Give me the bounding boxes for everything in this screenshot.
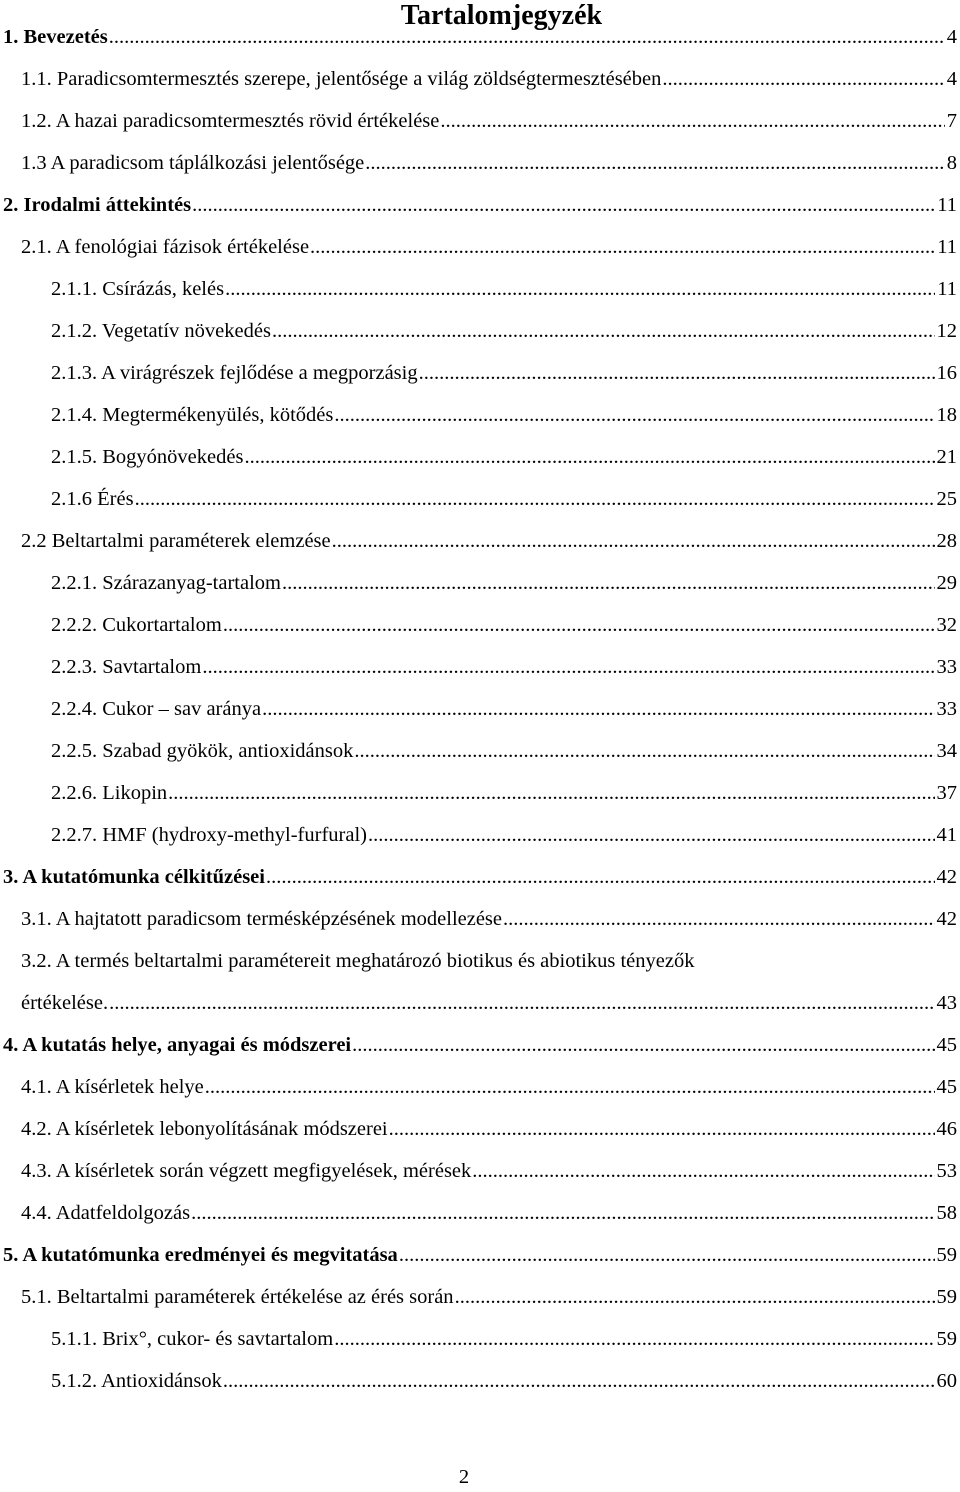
toc-dot-leader <box>310 232 935 262</box>
toc-entry[interactable] <box>0 1240 960 1270</box>
toc-entry-line <box>51 274 957 304</box>
toc-entry[interactable] <box>0 1072 960 1102</box>
toc-dot-leader <box>202 652 934 682</box>
toc-entry-label: 4.3. A kísérletek során végzett megfigyelések, mérések <box>21 1160 472 1182</box>
toc-dot-leader <box>368 820 935 850</box>
toc-dot-leader <box>332 526 935 556</box>
toc-dot-leader <box>266 862 935 892</box>
toc-entry[interactable] <box>0 1198 960 1228</box>
toc-entry-page-number: 53 <box>936 1160 957 1182</box>
toc-entry-page-number: 8 <box>946 152 957 174</box>
toc-entry-line <box>51 1324 957 1354</box>
toc-entry[interactable] <box>0 1156 960 1186</box>
toc-dot-leader <box>223 610 935 640</box>
toc-entry-page-number: 29 <box>936 572 957 594</box>
toc-entry[interactable] <box>0 820 960 850</box>
toc-entry-page-number: 41 <box>936 824 957 846</box>
toc-entry-label: 5.1. Beltartalmi paraméterek értékelése az érés során <box>21 1286 454 1308</box>
toc-entry-line <box>21 526 957 556</box>
toc-entry[interactable] <box>0 1324 960 1354</box>
toc-dot-leader <box>334 1324 934 1354</box>
toc-dot-leader <box>472 1156 934 1186</box>
toc-entry-page-number: 43 <box>936 992 957 1014</box>
toc-dot-leader <box>282 568 935 598</box>
toc-dot-leader <box>109 22 945 52</box>
toc-entry-line <box>51 358 957 388</box>
toc-dot-leader <box>225 274 935 304</box>
toc-entry-line <box>51 694 957 724</box>
toc-entry[interactable] <box>0 274 960 304</box>
toc-entry-label: 3.1. A hajtatott paradicsom termésképzésének modellezése <box>21 908 503 930</box>
toc-entry[interactable] <box>0 400 960 430</box>
toc-dot-leader <box>352 1030 934 1060</box>
toc-entry[interactable] <box>0 22 960 52</box>
toc-entry[interactable] <box>0 736 960 766</box>
toc-entry-label: 1. Bevezetés <box>3 26 108 48</box>
toc-dot-leader <box>168 778 934 808</box>
toc-dot-leader <box>662 64 944 94</box>
toc-entry[interactable] <box>0 442 960 472</box>
toc-entry[interactable] <box>0 568 960 598</box>
toc-entry[interactable] <box>0 148 960 178</box>
toc-entry-label: 2.1.3. A virágrészek fejlődése a megporzásig <box>51 362 418 384</box>
toc-entry-page-number: 11 <box>937 194 957 216</box>
toc-entry-page-number: 45 <box>936 1034 957 1056</box>
toc-entry[interactable] <box>0 190 960 220</box>
toc-dot-leader <box>135 484 935 514</box>
toc-entry-label: 5.1.1. Brix°, cukor- és savtartalom <box>51 1328 334 1350</box>
toc-entry-line <box>21 64 957 94</box>
toc-entry[interactable] <box>0 1114 960 1144</box>
page-title: Tartalomjegyzék <box>400 0 603 31</box>
toc-entry-label: értékelése. <box>21 992 109 1014</box>
toc-entry[interactable] <box>0 358 960 388</box>
toc-entry-label: 2.1.1. Csírázás, kelés <box>51 278 225 300</box>
toc-entry-page-number: 58 <box>936 1202 957 1224</box>
toc-entry[interactable] <box>0 694 960 724</box>
toc-entry-page-number: 45 <box>936 1076 957 1098</box>
toc-entry-line <box>21 1156 957 1186</box>
toc-dot-leader <box>272 316 935 346</box>
toc-entry[interactable] <box>0 1030 960 1060</box>
toc-entry-page-number: 18 <box>936 404 957 426</box>
toc-entry-page-number: 46 <box>936 1118 957 1140</box>
page-number: 2 <box>458 1466 470 1488</box>
toc-entry[interactable] <box>0 862 960 892</box>
toc-entry-label: 2.1.2. Vegetatív növekedés <box>51 320 271 342</box>
toc-entry-page-number: 33 <box>936 656 957 678</box>
toc-dot-leader <box>192 190 935 220</box>
toc-entry-label: 3. A kutatómunka célkitűzései <box>3 866 265 888</box>
toc-entry-page-number: 42 <box>936 908 957 930</box>
toc-entry[interactable] <box>0 988 960 1018</box>
toc-entry-label: 2.1. A fenológiai fázisok értékelése <box>21 236 310 258</box>
toc-entry-page-number: 42 <box>936 866 957 888</box>
toc-dot-leader <box>223 1366 935 1396</box>
toc-entry-page-number: 12 <box>936 320 957 342</box>
toc-entry-line <box>51 1366 957 1396</box>
toc-entry-line <box>21 904 957 934</box>
toc-entry-line <box>21 106 957 136</box>
toc-entry-line <box>51 652 957 682</box>
toc-entry-label: 2.1.4. Megtermékenyülés, kötődés <box>51 404 334 426</box>
toc-entry-page-number: 34 <box>936 740 957 762</box>
toc-entry-line <box>3 190 957 220</box>
toc-entry-page-number: 25 <box>936 488 957 510</box>
toc-entry-label: 4. A kutatás helye, anyagai és módszerei <box>3 1034 352 1056</box>
toc-dot-leader <box>399 1240 935 1270</box>
toc-entry[interactable] <box>0 232 960 262</box>
toc-dot-leader <box>109 988 934 1018</box>
toc-entry-line <box>21 1282 957 1312</box>
toc-entry-line <box>3 862 957 892</box>
toc-entry-page-number: 11 <box>937 278 957 300</box>
toc-dot-leader <box>389 1114 935 1144</box>
toc-entry[interactable] <box>0 106 960 136</box>
toc-entry-page-number: 59 <box>936 1244 957 1266</box>
toc-entry-line <box>21 1198 957 1228</box>
toc-entry-line <box>3 1240 957 1270</box>
toc-entry-label: 1.1. Paradicsomtermesztés szerepe, jelentősége a világ zöldségtermesztésében <box>21 68 662 90</box>
toc-entry-line <box>21 1114 957 1144</box>
toc-entry-label: 2.2.6. Likopin <box>51 782 168 804</box>
toc-entry-line <box>51 820 957 850</box>
toc-entry-page-number: 28 <box>936 530 957 552</box>
toc-entry-continuation-line: 3.2. A termés beltartalmi paramétereit meghatározó biotikus és abiotikus tényezők <box>21 950 695 972</box>
toc-entry-line <box>3 1030 957 1060</box>
toc-entry-line <box>51 400 957 430</box>
toc-entry[interactable] <box>0 484 960 514</box>
toc-entry-page-number: 4 <box>946 68 957 90</box>
toc-entry[interactable] <box>0 1282 960 1312</box>
toc-entry[interactable] <box>0 778 960 808</box>
toc-entry-page-number: 32 <box>936 614 957 636</box>
toc-entry-page-number: 4 <box>946 26 957 48</box>
toc-entry-label: 2.2.3. Savtartalom <box>51 656 202 678</box>
toc-entry[interactable] <box>0 316 960 346</box>
toc-dot-leader <box>419 358 935 388</box>
toc-entry-label: 2.2.5. Szabad gyökök, antioxidánsok <box>51 740 354 762</box>
toc-entry-label: 1.2. A hazai paradicsomtermesztés rövid értékelése <box>21 110 440 132</box>
toc-entry-label: 2.1.5. Bogyónövekedés <box>51 446 244 468</box>
toc-entry-label: 1.3 A paradicsom táplálkozási jelentősége <box>21 152 365 174</box>
toc-entry-line <box>51 736 957 766</box>
toc-entry-line <box>21 148 957 178</box>
toc-entry-label: 2.2.2. Cukortartalom <box>51 614 222 636</box>
toc-entry-label: 2.2.7. HMF (hydroxy-methyl-furfural) <box>51 824 367 846</box>
toc-entry-label: 2. Irodalmi áttekintés <box>3 194 192 216</box>
toc-entry-line <box>51 610 957 640</box>
toc-entry-line <box>3 22 957 52</box>
toc-dot-leader <box>205 1072 935 1102</box>
toc-entry-line <box>21 232 957 262</box>
toc-entry-line <box>21 988 957 1018</box>
toc-entry-line <box>51 568 957 598</box>
toc-entry-page-number: 16 <box>936 362 957 384</box>
toc-entry-label: 5.1.2. Antioxidánsok <box>51 1370 222 1392</box>
toc-entry-page-number: 59 <box>936 1286 957 1308</box>
toc-dot-leader <box>455 1282 935 1312</box>
toc-entry-line <box>51 778 957 808</box>
toc-entry-page-number: 37 <box>936 782 957 804</box>
toc-dot-leader <box>440 106 944 136</box>
toc-entry-label: 4.1. A kísérletek helye <box>21 1076 204 1098</box>
toc-entry-label: 2.1.6 Érés <box>51 488 134 510</box>
toc-entry-label: 2.2.4. Cukor – sav aránya <box>51 698 262 720</box>
toc-entry-page-number: 33 <box>936 698 957 720</box>
toc-entry-label: 2.2 Beltartalmi paraméterek elemzése <box>21 530 331 552</box>
toc-entry-line <box>51 442 957 472</box>
toc-dot-leader <box>262 694 934 724</box>
toc-entry-page-number: 21 <box>936 446 957 468</box>
toc-dot-leader <box>334 400 934 430</box>
toc-entry-page-number: 7 <box>946 110 957 132</box>
toc-entry-line <box>51 316 957 346</box>
toc-entry-line <box>51 484 957 514</box>
toc-dot-leader <box>503 904 934 934</box>
toc-entry-label: 4.2. A kísérletek lebonyolításának módszerei <box>21 1118 388 1140</box>
toc-dot-leader <box>365 148 944 178</box>
toc-entry[interactable] <box>0 1366 960 1396</box>
toc-entry[interactable] <box>0 904 960 934</box>
toc-entry-label: 4.4. Adatfeldolgozás <box>21 1202 191 1224</box>
toc-entry[interactable] <box>0 64 960 94</box>
toc-entry[interactable] <box>0 652 960 682</box>
toc-entry-page-number: 59 <box>936 1328 957 1350</box>
toc-entry-label: 5. A kutatómunka eredményei és megvitatása <box>3 1244 398 1266</box>
toc-entry[interactable] <box>0 610 960 640</box>
toc-entry-line <box>21 1072 957 1102</box>
toc-entry-label: 2.2.1. Szárazanyag-tartalom <box>51 572 281 594</box>
toc-dot-leader <box>191 1198 934 1228</box>
toc-entry-page-number: 60 <box>936 1370 957 1392</box>
toc-dot-leader <box>354 736 934 766</box>
toc-entry-page-number: 11 <box>937 236 957 258</box>
toc-dot-leader <box>244 442 934 472</box>
toc-entry[interactable] <box>0 526 960 556</box>
